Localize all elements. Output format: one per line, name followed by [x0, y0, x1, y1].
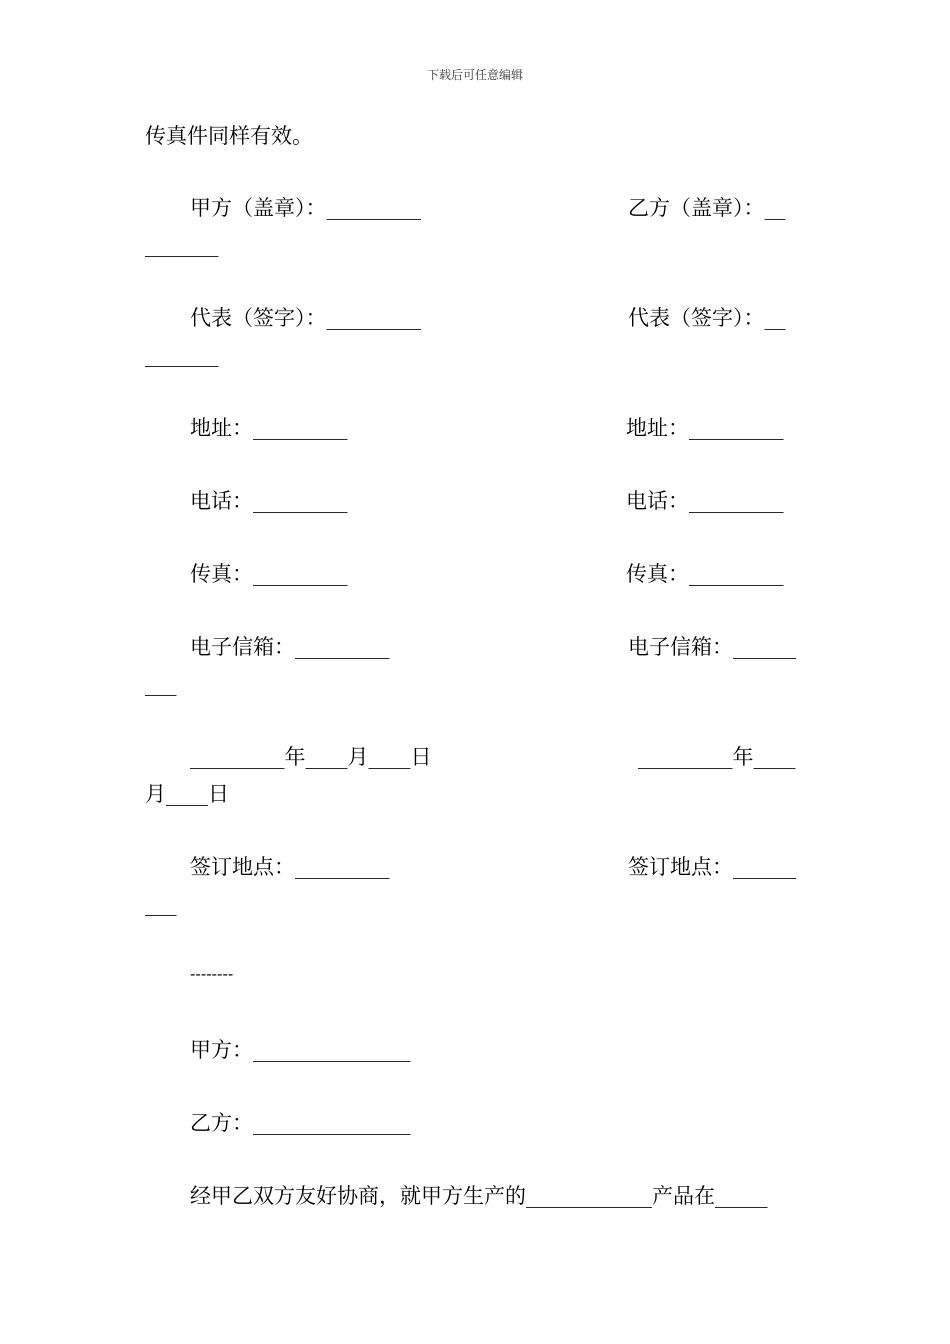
party-a-seal-line: 甲方（盖章）：_________: [190, 196, 421, 220]
party-a-line: 甲方：_______________: [190, 1038, 411, 1062]
signing-place-b-line: 签订地点：______: [628, 855, 796, 879]
email-b-continuation: ___: [145, 672, 177, 696]
address-b-line: 地址：_________: [626, 416, 784, 440]
date-b-line: _________年____: [638, 745, 796, 769]
party-b-seal-continuation: _______: [145, 233, 219, 257]
email-a-line: 电子信箱：_________: [190, 635, 390, 659]
signing-place-b-continuation: ___: [145, 892, 177, 916]
fax-a-line: 传真：_________: [190, 562, 348, 586]
rep-b-signature-continuation: _______: [145, 343, 219, 367]
email-b-line: 电子信箱：______: [628, 635, 796, 659]
fax-validity-text: 传真件同样有效。: [145, 124, 313, 148]
rep-a-signature-line: 代表（签字）：_________: [190, 306, 421, 330]
date-b-continuation: 月____日: [145, 782, 229, 806]
rep-b-signature-line: 代表（签字）：__: [628, 306, 786, 330]
section-separator: --------: [190, 964, 234, 983]
signing-place-a-line: 签订地点：_________: [190, 855, 390, 879]
phone-b-line: 电话：_________: [626, 489, 784, 513]
agreement-intro-paragraph: 经甲乙双方友好协商，就甲方生产的____________产品在_____: [190, 1184, 768, 1208]
date-a-line: _________年____月____日: [190, 745, 432, 769]
fax-b-line: 传真：_________: [626, 562, 784, 586]
address-a-line: 地址：_________: [190, 416, 348, 440]
party-b-seal-line: 乙方（盖章）：__: [628, 196, 786, 220]
page-header: 下载后可任意编辑: [426, 68, 523, 82]
party-b-line: 乙方：_______________: [190, 1111, 411, 1135]
phone-a-line: 电话：_________: [190, 489, 348, 513]
